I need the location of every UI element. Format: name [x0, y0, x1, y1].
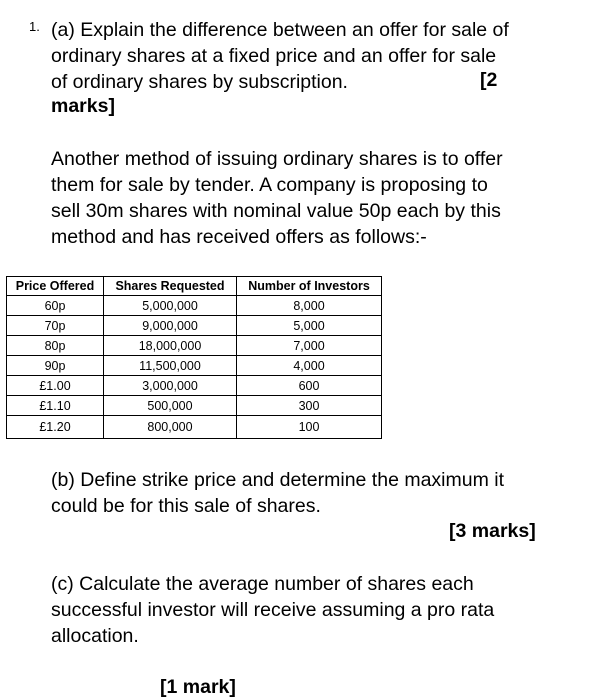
intro-line: Another method of issuing ordinary shares is to offer	[51, 148, 503, 170]
price-cell: 80p	[7, 336, 104, 356]
investors-cell: 5,000	[237, 316, 382, 336]
price-cell: £1.00	[7, 376, 104, 396]
shares-cell: 18,000,000	[104, 336, 237, 356]
shares-cell: 3,000,000	[104, 376, 237, 396]
investors-cell: 8,000	[237, 296, 382, 316]
part-c-line: (c) Calculate the average number of shares each	[51, 573, 474, 595]
table-row	[7, 376, 382, 396]
part-c-marks: [1 mark]	[160, 676, 236, 698]
table-row	[7, 336, 382, 356]
shares-cell: 9,000,000	[104, 316, 237, 336]
shares-cell: 500,000	[104, 396, 237, 416]
header-shares-requested: Shares Requested	[104, 277, 237, 296]
shares-cell: 5,000,000	[104, 296, 237, 316]
price-cell: 60p	[7, 296, 104, 316]
header-price-offered: Price Offered	[7, 277, 104, 296]
part-b-marks: [3 marks]	[449, 520, 536, 542]
price-cell: £1.10	[7, 396, 104, 416]
part-b-line: (b) Define strike price and determine the maximum it	[51, 469, 505, 491]
intro-line: sell 30m shares with nominal value 50p each by this	[51, 200, 501, 222]
part-a-question	[51, 17, 509, 95]
part-a-marks-close: marks]	[51, 95, 115, 117]
table-row	[7, 316, 382, 336]
price-cell: 70p	[7, 316, 104, 336]
part-a-line: of ordinary shares by subscription.	[51, 71, 348, 93]
shares-cell: 800,000	[104, 416, 237, 439]
investors-cell: 100	[237, 416, 382, 439]
part-a-line: (a) Explain the difference between an offer for sale of	[51, 19, 509, 41]
part-c-line: allocation.	[51, 625, 139, 647]
price-cell: 90p	[7, 356, 104, 376]
table-row	[7, 356, 382, 376]
investors-cell: 300	[237, 396, 382, 416]
offers-table	[6, 276, 382, 439]
table-header-row	[7, 277, 382, 296]
intro-line: method and has received offers as follows:-	[51, 226, 427, 248]
part-c-question	[51, 571, 494, 649]
table-row	[7, 396, 382, 416]
intro-line: them for sale by tender. A company is proposing to	[51, 174, 488, 196]
header-number-of-investors: Number of Investors	[237, 277, 382, 296]
table-row	[7, 296, 382, 316]
question-number: 1.	[29, 19, 40, 34]
part-a-line: ordinary shares at a fixed price and an offer for sale	[51, 45, 497, 67]
tender-intro	[51, 146, 503, 250]
table-row	[7, 416, 382, 439]
part-a-marks-open: [2	[480, 69, 498, 91]
part-c-line: successful investor will receive assuming a pro rata	[51, 599, 495, 621]
investors-cell: 4,000	[237, 356, 382, 376]
shares-cell: 11,500,000	[104, 356, 237, 376]
part-b-line: could be for this sale of shares.	[51, 495, 321, 517]
investors-cell: 600	[237, 376, 382, 396]
investors-cell: 7,000	[237, 336, 382, 356]
price-cell: £1.20	[7, 416, 104, 439]
part-b-question	[51, 467, 504, 519]
